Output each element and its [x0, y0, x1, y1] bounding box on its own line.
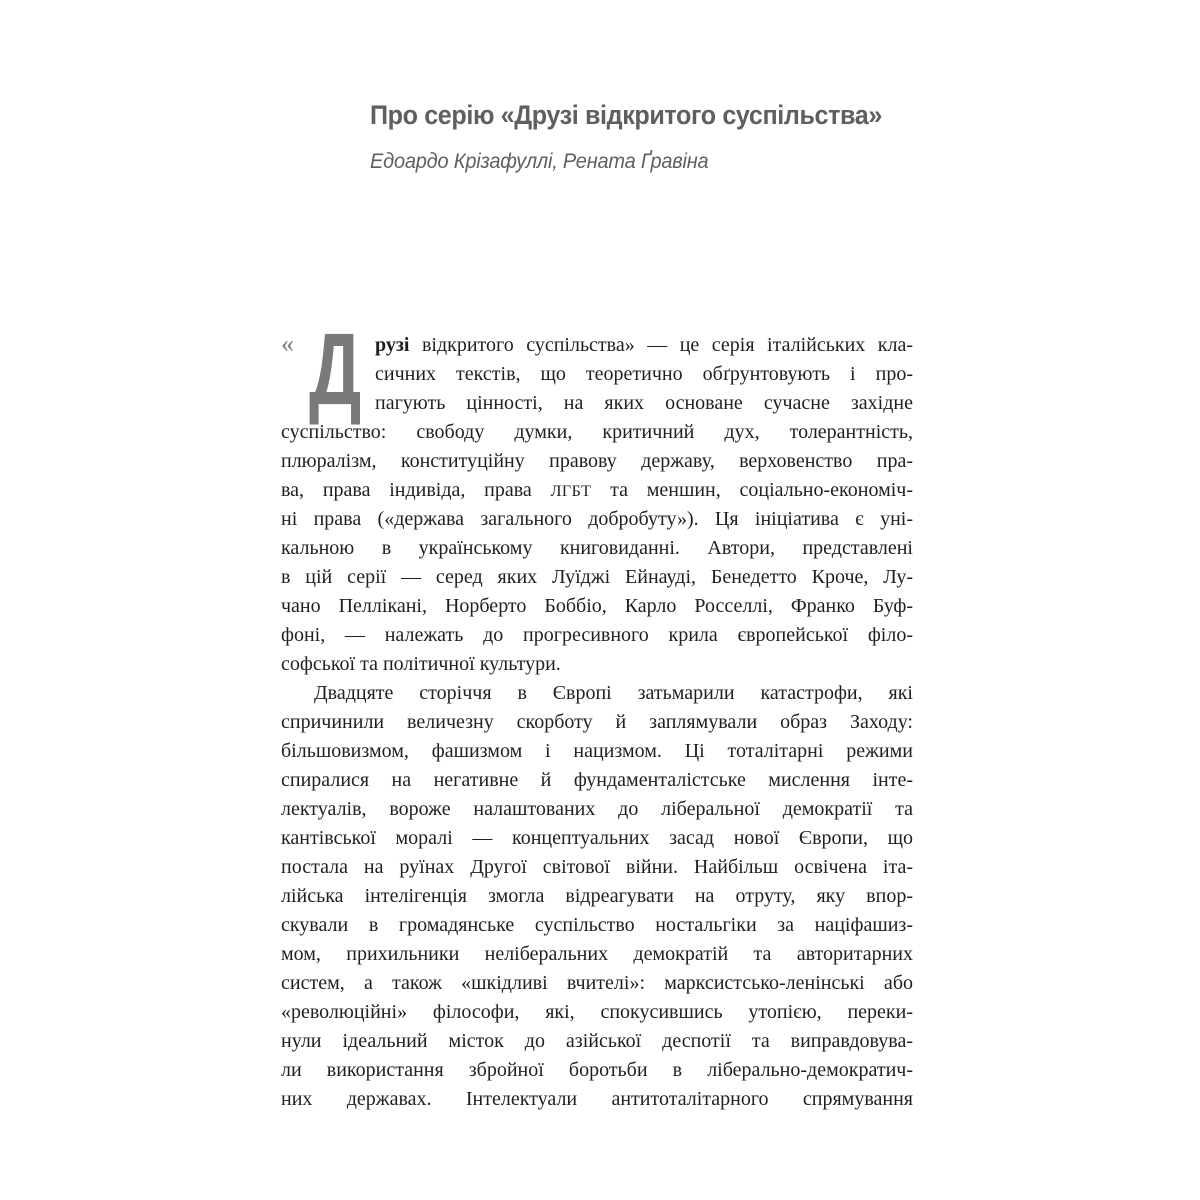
opening-guillemet: «: [281, 329, 294, 358]
text-line: [281, 824, 913, 853]
dropcap-block: [281, 312, 375, 426]
text-segment: відкритого суспільства» — це серія італійських кла-: [409, 334, 913, 356]
text-line: [281, 447, 913, 476]
text-segment: лектуалів, вороже налаштованих до ліберальної демократії та: [281, 798, 913, 820]
text-segment: них державах. Інтелектуали антитоталітарного спрямування: [281, 1088, 913, 1110]
text-line: [281, 1085, 913, 1114]
text-line: [281, 592, 913, 621]
dropcap-letter: Д: [309, 312, 362, 426]
lead-word-bold: рузі: [375, 334, 410, 356]
text-segment: кальною в українському книговиданні. Автори, представлені: [281, 537, 913, 559]
text-line: [281, 1027, 913, 1056]
text-segment: «революційні» філософи, які, спокусившись утопією, переки-: [281, 1001, 913, 1023]
text-segment: та меншин, соціально-економіч-: [591, 479, 914, 501]
text-line: [281, 853, 913, 882]
text-segment: пагують цінності, на яких основане сучасне західне: [375, 392, 913, 414]
text-line: [281, 650, 913, 679]
text-segment: кантівської моралі — концептуальних засад нової Європи, що: [281, 827, 913, 849]
text-segment: нули ідеальний місток до азійської деспотії та виправдовува-: [281, 1030, 913, 1052]
text-segment: чано Пеллікані, Норберто Боббіо, Карло Росселлі, Франко Буф-: [281, 595, 913, 617]
text-segment: лійська інтелігенція змогла відреагувати на отруту, яку впор-: [281, 885, 913, 907]
text-line: [281, 563, 913, 592]
text-line: [281, 766, 913, 795]
smallcaps-abbreviation: ЛГБТ: [550, 483, 592, 500]
text-segment: плюралізм, конституційну правову державу, верховенство пра-: [281, 450, 913, 472]
text-line: [281, 418, 913, 447]
text-line: [281, 969, 913, 998]
page-title: Про серію «Друзі відкритого суспільства»: [370, 100, 882, 130]
text-segment: постала на руїнах Другої світової війни. Найбільш освічена іта-: [281, 856, 913, 878]
text-line: [281, 911, 913, 940]
text-segment: сичних текстів, що теоретично обґрунтовують і про-: [375, 363, 913, 385]
text-line: [281, 737, 913, 766]
text-line: [281, 679, 913, 708]
text-line: [281, 621, 913, 650]
paragraph-1: [281, 312, 914, 679]
text-line: [281, 331, 913, 360]
text-segment: систем, а також «шкідливі вчителі»: марксистсько-ленінські або: [281, 972, 913, 994]
text-segment: спричинили величезну скорботу й заплямували образ Заходу:: [281, 711, 913, 733]
text-line: [281, 476, 913, 505]
text-segment: софської та політичної культури.: [281, 653, 561, 675]
page-header: [370, 100, 970, 174]
text-line: [281, 940, 913, 969]
text-segment: в цій серії — серед яких Луїджі Ейнауді, Бенедетто Кроче, Лу-: [281, 566, 913, 588]
text-segment: більшовизмом, фашизмом і нацизмом. Ці тоталітарні режими: [281, 740, 913, 762]
text-line: [281, 389, 913, 418]
text-line: [281, 1056, 913, 1085]
text-segment: спиралися на негативне й фундаменталістське мислення інте-: [281, 769, 913, 791]
text-segment: фоні, — належать до прогресивного крила європейської філо-: [281, 624, 913, 646]
text-line: [281, 882, 913, 911]
text-segment: ли використання збройної боротьби в ліберально-демократич-: [281, 1059, 913, 1081]
text-segment: мом, прихильники неліберальних демократій та авторитарних: [281, 943, 913, 965]
text-segment: скували в громадянське суспільство ностальгіки за націфашиз-: [281, 914, 913, 936]
body-text: [281, 312, 914, 1114]
text-line: [281, 360, 913, 389]
text-line: [281, 998, 913, 1027]
text-segment: ва, права індивіда, права: [281, 479, 551, 501]
paragraph-2: [281, 679, 913, 1114]
text-line: [281, 795, 913, 824]
text-segment: Двадцяте сторіччя в Європі затьмарили катастрофи, які: [314, 682, 913, 704]
text-line: [281, 505, 913, 534]
text-line: [281, 708, 913, 737]
text-segment: суспільство: свободу думки, критичний дух, толерантність,: [281, 421, 913, 443]
authors-line: Едоардо Крізафуллі, Рената Ґравіна: [370, 150, 709, 173]
text-segment: ні права («держава загального добробуту»). Ця ініціатива є уні-: [281, 508, 913, 530]
text-line: [281, 534, 913, 563]
